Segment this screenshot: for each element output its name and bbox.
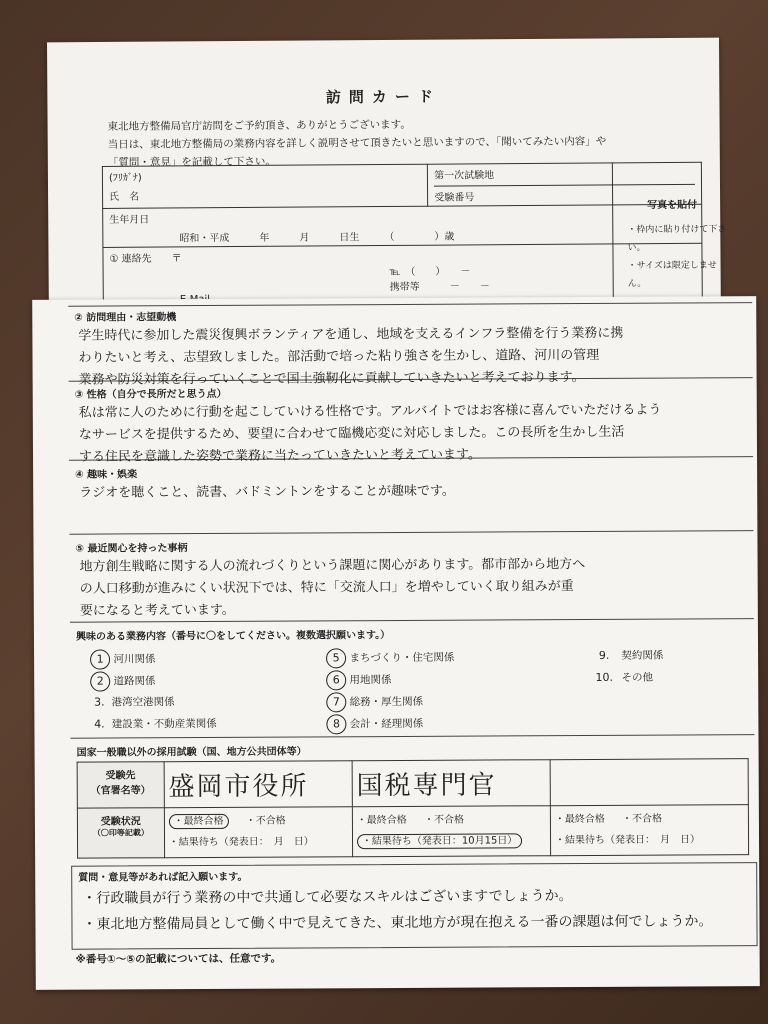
field-land[interactable] <box>326 670 391 690</box>
furigana-label: (ﾌﾘｶﾞﾅ) <box>108 172 142 184</box>
field-label: 道路関係 <box>113 675 156 688</box>
photo-note: ・サイズは限定しません。 <box>627 260 717 290</box>
field-other[interactable] <box>590 669 653 687</box>
field-number: 4. <box>94 717 105 731</box>
interest-line: 地方創生戦略に関する人の流れづくりという課題に関心があります。都市部から地方へ <box>79 557 586 575</box>
exam-site-label: 第一次試験地 <box>434 170 495 182</box>
business-interest-section <box>70 622 755 739</box>
field-number: 1 <box>90 649 110 669</box>
motive-line: わりたいと考え、志望致しました。部活動で培った粘り強さを生かし、道路、河川の管理 <box>78 347 600 366</box>
other-exams-section <box>71 738 756 860</box>
exam-status-3 <box>550 805 748 856</box>
field-label: 河川関係 <box>113 653 156 666</box>
personality-text <box>69 399 753 469</box>
business-interest-title: 興味のある業務内容（番号に〇をしてください。複数選択願います。） <box>75 630 391 643</box>
name-label: 氏 名 <box>109 191 140 203</box>
questions-section <box>71 862 757 950</box>
field-label: 用地関係 <box>349 674 392 687</box>
field-port-airport[interactable] <box>90 693 174 711</box>
question-line: ・行政職員が行う業務の中で共通して必要なスキルはございますでしょうか。 <box>82 888 573 907</box>
field-construction[interactable] <box>90 715 216 734</box>
field-number: 5 <box>326 648 346 668</box>
field-accounting[interactable] <box>326 714 423 735</box>
interest-title: ⑤ 最近関心を持った事柄 <box>75 543 188 555</box>
interest-text <box>70 553 754 623</box>
card-title: 訪問カード <box>325 87 441 107</box>
exam-status-label-cell <box>77 808 164 858</box>
pending-option[interactable]: ・結果待ち（発表日：10月15日） <box>357 831 546 847</box>
contact-label: ① 連絡先 〒 <box>109 253 182 265</box>
motive-line: 業務や防災対策を行っていくことで国土強靭化に貢献していきたいと考えております。 <box>78 370 585 388</box>
exam-status-label: 受験状況 <box>100 816 141 828</box>
interest-section <box>69 534 753 623</box>
pending-option[interactable]: ・結果待ち（発表日： 月 日） <box>554 834 700 847</box>
field-label: 会計・経理関係 <box>349 717 424 731</box>
personality-title: ③ 性格（自分で長所だと思う点） <box>74 388 227 401</box>
photo-title: 写真を貼付 <box>647 199 698 212</box>
question-line: ・東北地方整備局員として働く中で見えてきた、東北地方が現在抱える一番の課題は何でしょうか。 <box>82 913 713 933</box>
motive-line: 学生時代に参加した震災復興ボランティアを通し、地域を支えるインフラ整備を行う業務に携 <box>78 325 624 344</box>
field-number: 8 <box>326 714 346 734</box>
exam-target-name: 盛岡市役所 <box>168 771 309 803</box>
mobile-label: 携帯等 － － <box>389 281 490 293</box>
questions-text <box>72 882 756 938</box>
final-pass-option[interactable]: ・最終合格 <box>356 814 407 827</box>
fail-option[interactable]: ・不合格 <box>423 814 464 826</box>
field-label: まちづくり・住宅関係 <box>349 651 455 665</box>
field-general-affairs[interactable] <box>326 692 423 713</box>
field-number: 10. <box>595 670 613 684</box>
interest-line: の人口移動が進みにくい状況下では、特に「交流人口」を増やしていく取り組みが重 <box>79 579 574 597</box>
intro-line: 「質問・意見」を記載して下さい。 <box>107 155 276 169</box>
field-label: 契約関係 <box>621 649 664 662</box>
field-number: 7 <box>326 692 346 712</box>
business-fields-list <box>90 646 750 735</box>
field-label: 港湾空港関係 <box>111 696 175 709</box>
exam-status-sublabel: （〇印等記載） <box>92 828 149 838</box>
hobby-section <box>69 460 753 535</box>
field-label: 建設業・不動産業関係 <box>111 717 217 731</box>
fail-option[interactable]: ・不合格 <box>621 813 663 825</box>
intro-line: 東北地方整備局官庁訪問をご予約頂き、ありがとうございます。 <box>107 118 411 133</box>
visit-card-upper-sheet <box>47 38 727 333</box>
visit-card-lower-sheet <box>32 296 760 990</box>
field-town-planning[interactable] <box>326 648 454 669</box>
intro-line: 当日は、東北地方整備局の業務内容を詳しく説明させて頂きたいと思いますので、「聞いてみたい内容」や <box>107 135 607 151</box>
motive-section <box>68 302 752 388</box>
personality-line: 私は常に人のために行動を起こしていける性格です。アルバイトではお客様に喜んでいただけるよう <box>78 402 662 421</box>
field-number: 6 <box>326 670 346 690</box>
fail-option[interactable]: ・不合格 <box>245 815 286 827</box>
exam-status-1 <box>164 807 352 858</box>
birthdate-line: 昭和・平成 年 月 日生 （ ）歳 <box>179 231 455 245</box>
footnote: ※番号①～⑤の記載については、任意です。 <box>75 952 282 966</box>
exam-status-2 <box>352 806 550 857</box>
field-contract[interactable] <box>590 647 663 665</box>
hobby-text: ラジオを聴くこと、読書、バドミントンをすることが趣味です。 <box>79 483 455 501</box>
pending-option[interactable]: ・結果待ち（発表日： 月 日） <box>168 836 314 849</box>
field-label: 総務・厚生関係 <box>349 695 424 709</box>
field-river[interactable] <box>90 649 155 669</box>
hobby-title: ④ 趣味・娯楽 <box>75 469 138 481</box>
field-number: 2 <box>90 671 110 691</box>
exam-number-label: 受験番号 <box>434 184 695 204</box>
photo-note: ・枠内に貼り付けて下さい。 <box>627 224 727 254</box>
exam-target-sublabel: （官署名等） <box>90 785 151 797</box>
other-exams-title: 国家一般職以外の採用試験（国、地方公共団体等） <box>76 746 307 759</box>
field-number: 3. <box>94 695 105 709</box>
final-pass-option[interactable]: ・最終合格 <box>169 814 229 829</box>
exam-target-3 <box>550 759 748 806</box>
final-pass-option[interactable]: ・最終合格 <box>554 813 605 826</box>
exam-target-1 <box>164 761 352 808</box>
personality-line: なサービスを提供するため、要望に合わせて臨機応変に対応しました。この長所を生かし生活 <box>78 424 625 443</box>
field-number: 9. <box>598 648 610 662</box>
exam-target-label-cell <box>77 762 164 808</box>
personality-section <box>69 380 753 465</box>
interest-line: 要になると考えています。 <box>79 602 235 619</box>
motive-title: ② 訪問理由・志望動機 <box>74 312 177 324</box>
exam-target-label: 受験先 <box>105 770 136 782</box>
personality-line: する住民を意識した姿勢で業務に当たっていきたいと考えています。 <box>78 447 482 465</box>
exam-target-2 <box>352 760 550 807</box>
exam-target-name: 国税専門官 <box>356 770 497 802</box>
field-road[interactable] <box>90 671 155 691</box>
other-exams-table <box>77 758 749 859</box>
birthdate-label: 生年月日 <box>109 214 150 226</box>
field-label: その他 <box>621 671 654 684</box>
questions-title: 質問・意見等があれば記入願います。 <box>78 871 248 884</box>
tel-label: ℡ （ ） － <box>389 266 471 278</box>
